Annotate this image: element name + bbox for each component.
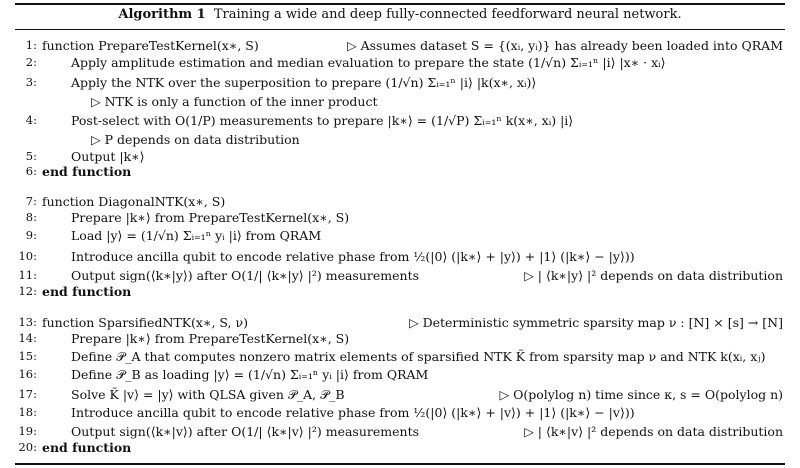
line-10: 10: Introduce ancilla qubit to encode relative phase from ½(|0⟩ (|k∗⟩ + |y⟩) + |1⟩ (|k∗⟩ − |y⟩)) — [18, 249, 635, 264]
algorithm-box — [15, 0, 785, 466]
code-line-11: Output sign(⟨k∗|y⟩) after O(1/| ⟨k∗|y⟩ |²) measurements — [71, 268, 420, 283]
code-line-5: Output |k∗⟩ — [71, 149, 145, 164]
comment-line-13: ▷ Deterministic symmetric sparsity map ν : [N] × [s] → [N] — [408, 315, 783, 330]
caption-rule — [15, 29, 785, 30]
line-4-comment — [15, 131, 785, 148]
code-line-3: Apply the NTK over the superposition to prepare (1/√n) Σᵢ₌₁ⁿ |i⟩ |k(x∗, xᵢ)⟩ — [71, 75, 537, 90]
line-20: 20: end function — [18, 440, 132, 455]
algorithm-title: Training a wide and deep fully-connected feedforward neural network. — [213, 7, 682, 22]
code-line-19: Output sign(⟨k∗|v⟩) after O(1/| ⟨k∗|v⟩ |²) measurements — [71, 424, 420, 439]
code-line-14: Prepare |k∗⟩ from PrepareTestKernel(x∗, S) — [71, 331, 350, 346]
comment-line-19: ▷ | ⟨k∗|v⟩ |² depends on data distribution — [524, 424, 783, 439]
line-15: 15: Define 𝒫_A that computes nonzero matrix elements of sparsified NTK K̃ from sparsity map ν and NTK k(xᵢ, xⱼ) — [18, 349, 766, 364]
code-line-8: Prepare |k∗⟩ from PrepareTestKernel(x∗, S) — [71, 210, 350, 225]
line-3: 3: Apply the NTK over the superposition to prepare (1/√n) Σᵢ₌₁ⁿ |i⟩ |k(x∗, xᵢ)⟩ — [25, 75, 537, 90]
code-line-4: Post-select with O(1/P) measurements to prepare |k∗⟩ = (1/√P) Σᵢ₌₁ⁿ k(x∗, xᵢ) |i⟩ — [71, 113, 574, 128]
code-line-1: function PrepareTestKernel(x∗, S) — [42, 38, 259, 53]
line-4: 4: Post-select with O(1/P) measurements to prepare |k∗⟩ = (1/√P) Σᵢ₌₁ⁿ k(x∗, xᵢ) |i⟩ — [25, 113, 574, 128]
line-19: 19: Output sign(⟨k∗|v⟩) after O(1/| ⟨k∗|v⟩ |²) measurements ▷ | ⟨k∗|v⟩ |² depends on data distribution — [18, 424, 783, 439]
line-17: 17: Solve K̃ |v⟩ = |y⟩ with QLSA given 𝒫_A, 𝒫_B ▷ O(polylog n) time since κ, s = O(polylog n) — [18, 387, 783, 402]
bottom-rule — [15, 463, 785, 465]
comment-line-11: ▷ | ⟨k∗|y⟩ |² depends on data distribution — [524, 268, 783, 283]
algorithm-caption — [15, 7, 785, 22]
comment-p: ▷ P depends on data distribution — [91, 132, 300, 147]
line-12: 12: end function — [18, 284, 132, 299]
line-13: 13: function SparsifiedNTK(x∗, S, ν) ▷ Deterministic symmetric sparsity map ν : [N] × [s] → [N] — [18, 315, 783, 330]
line-6: 6: end function — [25, 164, 132, 179]
line-8: 8: Prepare |k∗⟩ from PrepareTestKernel(x∗, S) — [25, 210, 350, 225]
comment-line-17: ▷ O(polylog n) time since κ, s = O(polylog n) — [499, 387, 783, 402]
line-3-comment — [15, 93, 785, 110]
code-line-12: end function — [42, 284, 132, 299]
code-line-6: end function — [42, 164, 132, 179]
code-line-10: Introduce ancilla qubit to encode relative phase from ½(|0⟩ (|k∗⟩ + |y⟩) + |1⟩ (|k∗⟩ − |y⟩)) — [71, 249, 635, 264]
line-9: 9: Load |y⟩ = (1/√n) Σᵢ₌₁ⁿ yᵢ |i⟩ from QRAM — [25, 228, 322, 243]
code-line-7: function DiagonalNTK(x∗, S) — [42, 194, 226, 209]
code-line-18: Introduce ancilla qubit to encode relative phase from ½(|0⟩ (|k∗⟩ + |v⟩) + |1⟩ (|k∗⟩ − |v⟩)) — [71, 405, 635, 420]
line-18: 18: Introduce ancilla qubit to encode relative phase from ½(|0⟩ (|k∗⟩ + |v⟩) + |1⟩ (|k∗⟩ − |v⟩)) — [18, 405, 635, 420]
line-5: 5: Output |k∗⟩ — [25, 149, 145, 164]
line-1: 1: function PrepareTestKernel(x∗, S) ▷ Assumes dataset S = {(xᵢ, yᵢ)} has already been loaded into QRAM — [25, 38, 783, 53]
line-14: 14: Prepare |k∗⟩ from PrepareTestKernel(x∗, S) — [18, 331, 350, 346]
code-line-15: Define 𝒫_A that computes nonzero matrix elements of sparsified NTK K̃ from sparsity map ν and NTK k(xᵢ, xⱼ) — [71, 349, 766, 364]
code-line-17: Solve K̃ |v⟩ = |y⟩ with QLSA given 𝒫_A, 𝒫_B — [71, 387, 345, 402]
comment-line-1: ▷ Assumes dataset S = {(xᵢ, yᵢ)} has already been loaded into QRAM — [346, 38, 783, 53]
line-2: 2: Apply amplitude estimation and median evaluation to prepare the state (1/√n) Σᵢ₌₁ⁿ |i⟩ |x∗ · xᵢ⟩ — [25, 55, 666, 70]
code-line-13: function SparsifiedNTK(x∗, S, ν) — [42, 315, 248, 330]
line-16: 16: Define 𝒫_B as loading |y⟩ = (1/√n) Σᵢ₌₁ⁿ yᵢ |i⟩ from QRAM — [18, 367, 429, 382]
top-rule — [15, 3, 785, 5]
algorithm-label: Algorithm 1 — [118, 7, 206, 22]
code-line-16: Define 𝒫_B as loading |y⟩ = (1/√n) Σᵢ₌₁ⁿ yᵢ |i⟩ from QRAM — [71, 367, 429, 382]
code-line-20: end function — [42, 440, 132, 455]
code-line-2: Apply amplitude estimation and median evaluation to prepare the state (1/√n) Σᵢ₌₁ⁿ |i⟩ |x∗ · xᵢ⟩ — [71, 55, 666, 70]
line-11: 11: Output sign(⟨k∗|y⟩) after O(1/| ⟨k∗|y⟩ |²) measurements ▷ | ⟨k∗|y⟩ |² depends on data distribution — [18, 268, 783, 283]
comment-ntk: ▷ NTK is only a function of the inner product — [91, 94, 378, 109]
code-line-9: Load |y⟩ = (1/√n) Σᵢ₌₁ⁿ yᵢ |i⟩ from QRAM — [71, 228, 322, 243]
line-7: 7: function DiagonalNTK(x∗, S) — [25, 194, 226, 209]
